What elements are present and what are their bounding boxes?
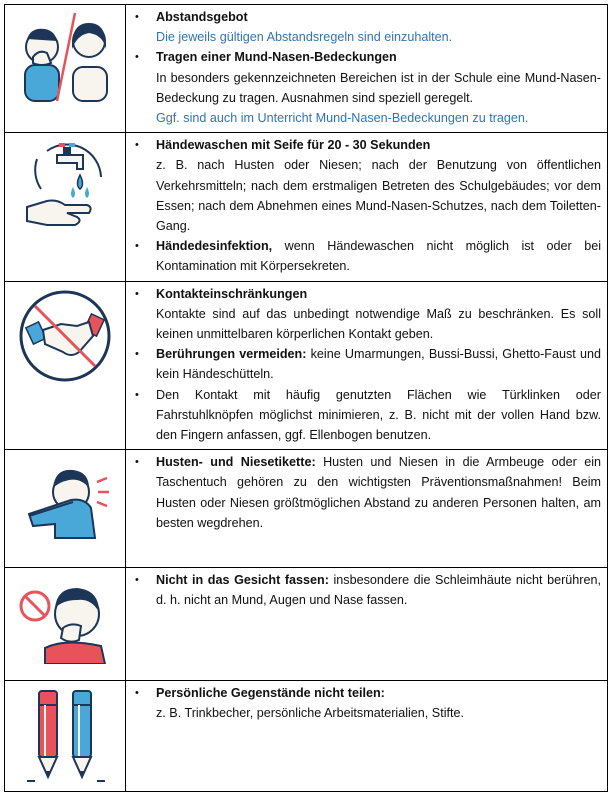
table-row <box>5 450 608 568</box>
bullet: • <box>135 240 139 253</box>
item-heading: Händewaschen mit Seife für 20 - 30 Sekunden <box>156 138 431 153</box>
table-row <box>5 5 608 133</box>
icon-cell <box>5 281 126 450</box>
bullet: • <box>135 574 139 587</box>
pencils-icon <box>17 685 113 785</box>
list-item <box>130 47 601 128</box>
bullet: • <box>135 388 139 401</box>
item-text: z. B. Trinkbecher, persönliche Arbeitsmaterialien, Stifte. <box>156 706 464 721</box>
bullet: • <box>135 11 139 23</box>
icon-cell <box>5 681 126 792</box>
item-heading: Husten- und Niesetikette: <box>156 455 316 470</box>
bullet: • <box>135 139 139 152</box>
list-item <box>130 452 601 533</box>
list-item <box>130 236 601 276</box>
rules-text-cell <box>126 281 608 450</box>
item-text: z. B. nach Husten oder Niesen; nach der Benutzung von öffentlichen Verkehrsmitteln; nach dem erstmaligen Betreten des Schulgebäudes; vor dem Essen; nach dem Abnehmen eines Mund-Nasen-Schutzes, nach dem Toiletten-Gang. <box>156 158 601 234</box>
list-item <box>130 385 601 446</box>
handwashing-icon <box>17 137 113 233</box>
list-item <box>130 570 601 610</box>
rules-text-cell <box>126 133 608 281</box>
table-row <box>5 568 608 681</box>
bullet: • <box>135 687 139 700</box>
list-item <box>130 284 601 345</box>
bullet: • <box>135 287 139 300</box>
icon-cell <box>5 133 126 281</box>
item-text: Kontakte sind auf das unbedingt notwendige Maß zu beschränken. Es soll keinen unmittelbaren körperlichen Kontakt geben. <box>156 306 601 342</box>
no-face-touch-icon <box>15 572 115 664</box>
item-heading: Abstandsgebot <box>156 10 248 24</box>
table-row <box>5 281 608 450</box>
item-text: keine Umarmungen, Bussi-Bussi, Ghetto-Faust und kein Händeschütteln. <box>156 347 601 382</box>
bullet: • <box>135 51 139 64</box>
icon-cell <box>5 5 126 133</box>
item-text: In besonders gekennzeichneten Bereichen ist in der Schule eine Mund-Nasen-Bedeckung zu tragen. Ausnahmen sind speziell geregelt. <box>156 70 601 105</box>
table-row <box>5 133 608 281</box>
cough-elbow-icon <box>15 454 115 546</box>
item-note: Die jeweils gültigen Abstandsregeln sind einzuhalten. <box>156 30 453 45</box>
rules-text-cell <box>126 450 608 568</box>
bullet: • <box>135 348 139 361</box>
item-text: Husten und Niesen in die Armbeuge oder ein Taschentuch gehören zu den wichtigsten Präventionsmaßnahmen! Beim Husten oder Niesen größtmöglichen Abstand zu anderen Personen halten, am besten wegdrehen. <box>156 455 602 530</box>
bullet: • <box>135 456 139 469</box>
list-item <box>130 7 601 47</box>
item-text: wenn Händewaschen nicht möglich ist oder bei Kontamination mit Körpersekreten. <box>156 239 602 274</box>
rules-text-cell <box>126 568 608 681</box>
table-row <box>5 681 608 792</box>
item-text: insbesondere die Schleimhäute nicht berühren, d. h. nicht an Mund, Augen und Nase fassen. <box>156 573 601 608</box>
item-heading: Nicht in das Gesicht fassen: <box>156 573 329 588</box>
rules-text-cell <box>126 5 608 133</box>
item-heading: Tragen einer Mund-Nasen-Bedeckungen <box>156 50 397 65</box>
list-item <box>130 683 601 723</box>
list-item <box>130 344 601 384</box>
item-note: Ggf. sind auch im Unterricht Mund-Nasen-Bedeckungen zu tragen. <box>156 111 529 126</box>
rules-text-cell <box>126 681 608 792</box>
icon-cell <box>5 450 126 568</box>
item-heading: Händedesinfektion, <box>156 239 273 254</box>
item-heading: Kontakteinschränkungen <box>156 286 308 301</box>
item-heading: Persönliche Gegenstände nicht teilen: <box>156 686 385 701</box>
item-text: Den Kontakt mit häufig genutzten Flächen wie Türklinken oder Fahrstuhlknöpfen möglichst minimieren, z. B. nicht mit der vollen Hand bzw. den Fingern anfassen, ggf. Ellenbogen benutzen. <box>156 387 601 443</box>
list-item <box>130 135 601 236</box>
distance-people-icon <box>17 9 113 105</box>
hygiene-rules-table <box>4 4 608 792</box>
item-heading: Berührungen vermeiden: <box>156 347 307 362</box>
icon-cell <box>5 568 126 681</box>
no-handshake-icon <box>15 286 115 386</box>
